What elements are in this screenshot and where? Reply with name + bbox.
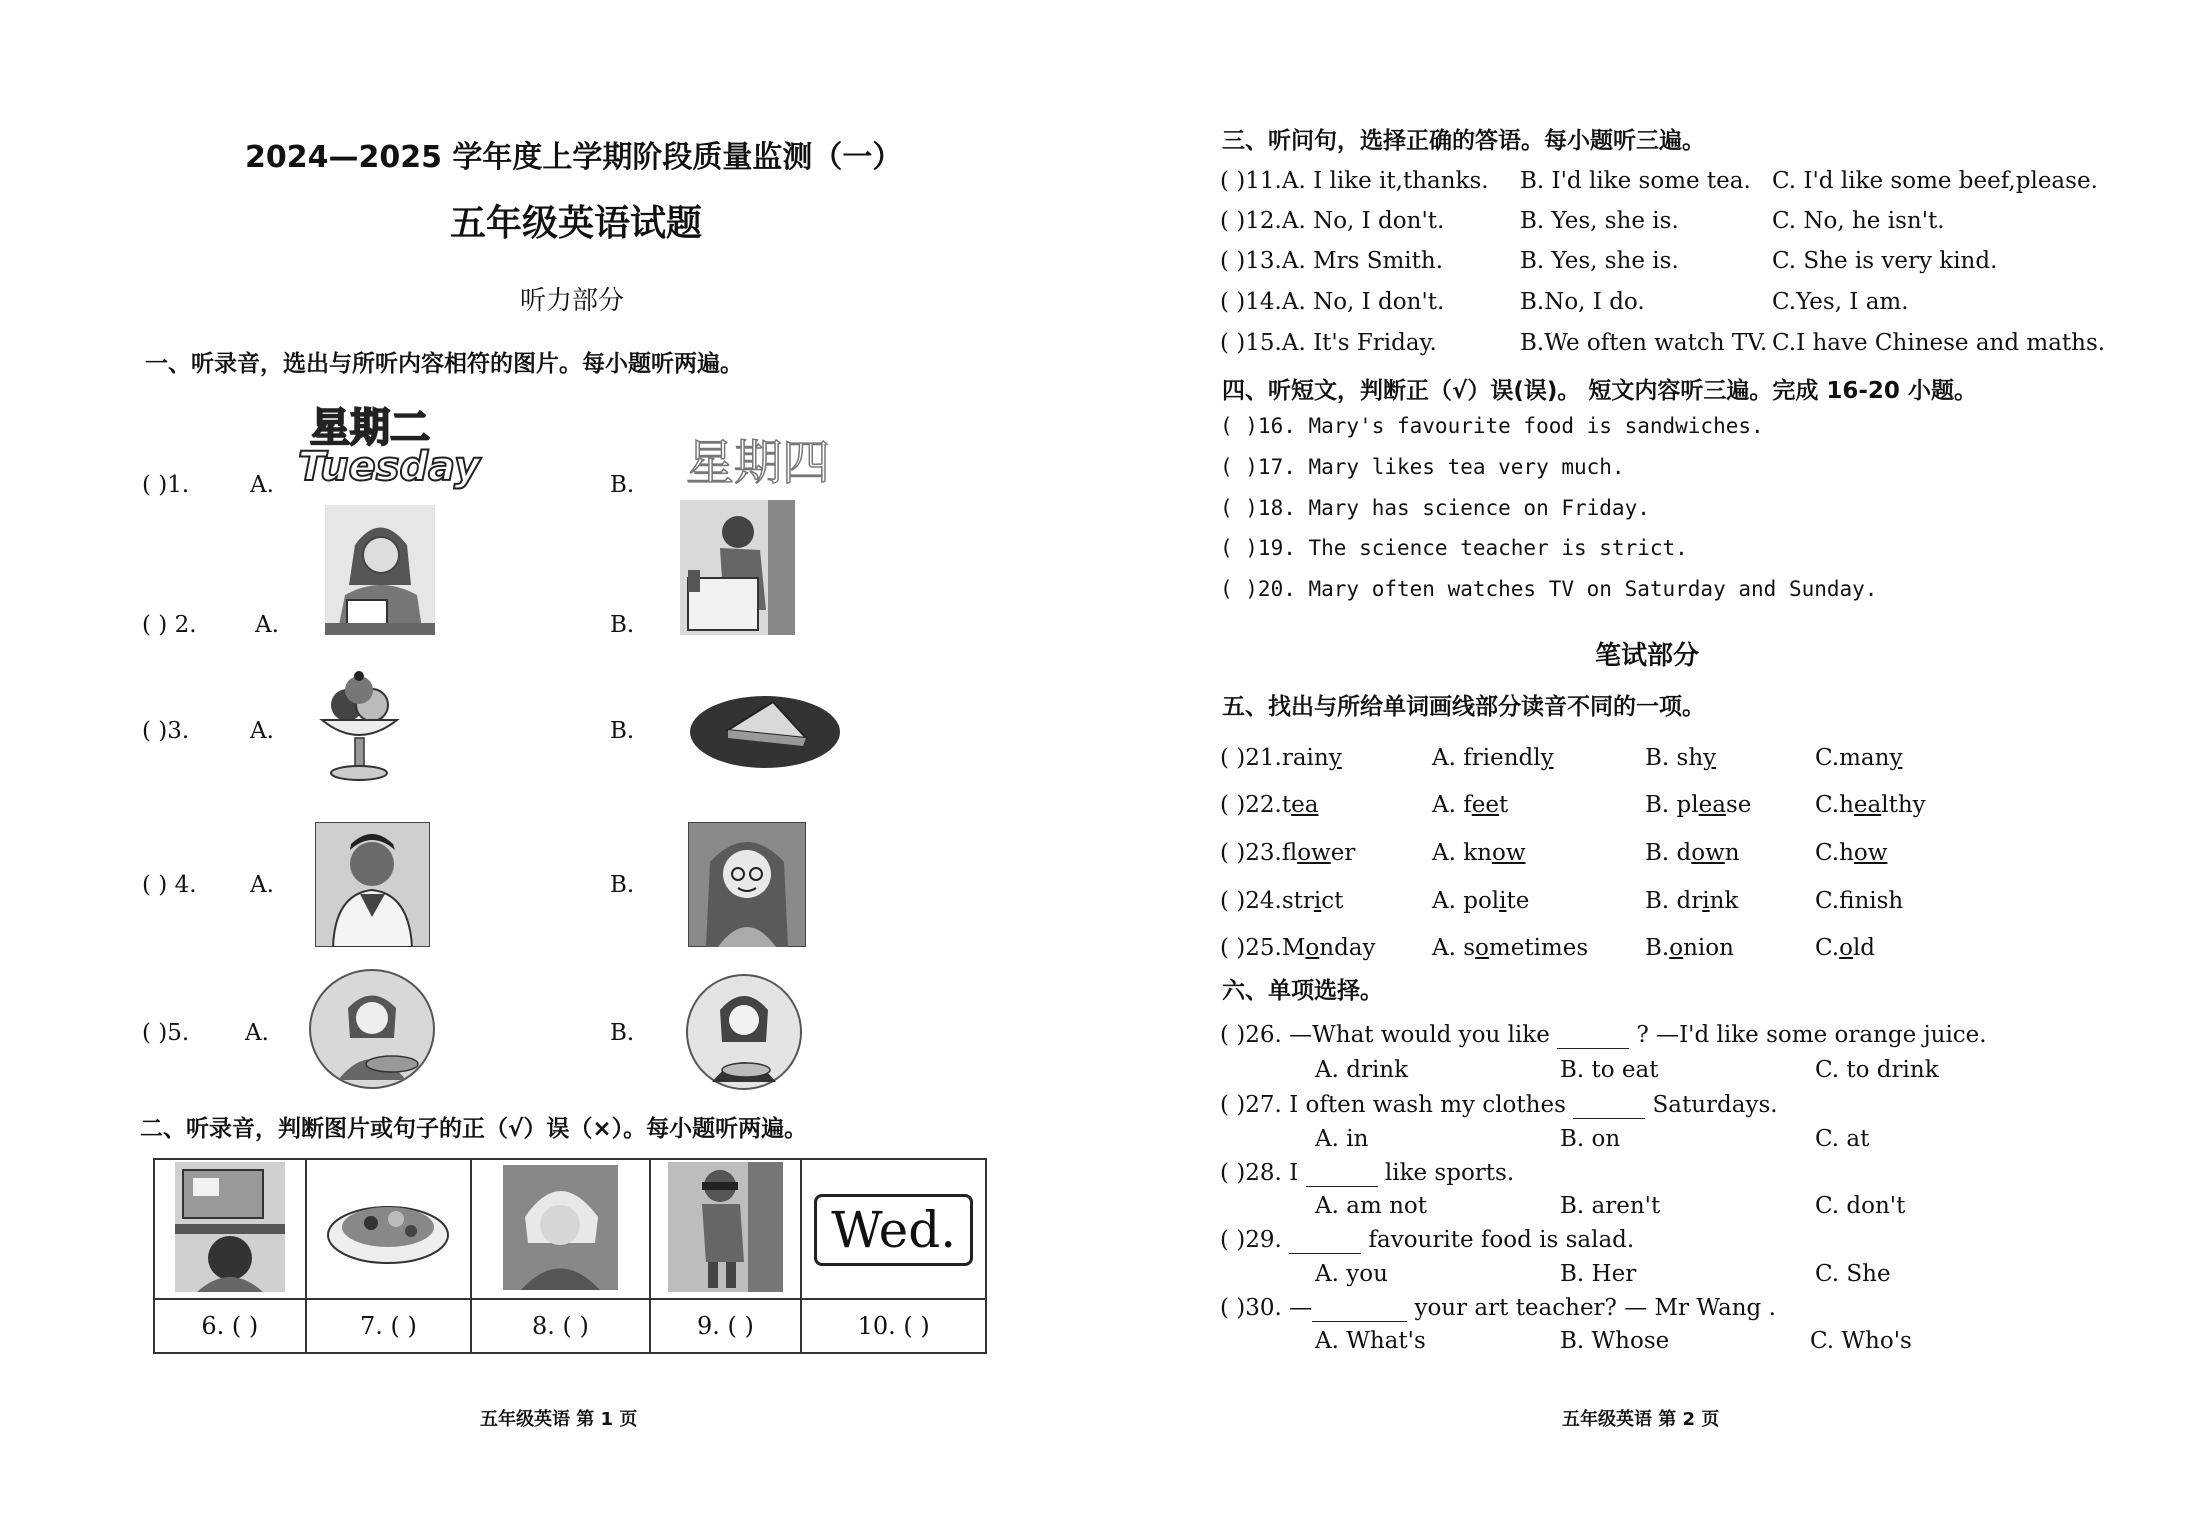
section6-heading: 六、单项选择。 (1222, 978, 1383, 1004)
ice-cream-picture (312, 670, 407, 785)
q27-stem: ( )27. I often wash my clothes Saturdays. (1220, 1092, 1778, 1118)
q15-option-c: C.I have Chinese and maths. (1772, 330, 2106, 356)
old-woman-picture (503, 1165, 618, 1290)
q2-number: ( ) 2. (142, 612, 197, 638)
q12-option-b: B. Yes, she is. (1520, 208, 1679, 234)
boy-door-picture (668, 1162, 783, 1292)
q12-option-c: C. No, he isn't. (1772, 208, 1945, 234)
q24-option-c: C.fnish (1815, 888, 1904, 914)
tuesday-picture (296, 388, 481, 498)
q22-option-b: B. please (1645, 792, 1752, 818)
q4-option-a: A. (250, 872, 274, 898)
q26-blank (1557, 1022, 1629, 1049)
q29-stem: ( )29. favourite food is salad. (1220, 1227, 1635, 1253)
q23-option-c: C.how (1815, 840, 1888, 866)
boy-door-picture-cell (650, 1159, 802, 1299)
q21-row (1220, 745, 1342, 771)
man-portrait-picture (315, 822, 430, 947)
q13-option-b: B. Yes, she is. (1520, 248, 1679, 274)
thursday-cn-text: 星期四 (686, 435, 831, 491)
q26-option-c: C. to drink (1815, 1057, 1939, 1083)
thursday-picture (680, 420, 830, 490)
q3-option-b: B. (610, 718, 635, 744)
q29-blank (1289, 1227, 1361, 1254)
q24-option-a: A. polite (1432, 888, 1530, 914)
page2-footer: 五年级英语 第 2 页 (1562, 1409, 1720, 1430)
section3-heading: 三、听问句，选择正确的答语。每小题听三遍。 (1222, 128, 1705, 154)
q25-number: ( )25. (1220, 935, 1282, 961)
wed-card (814, 1194, 973, 1266)
tuesday-cn-text: 星期二 (310, 405, 430, 451)
q5-option-a: A. (245, 1020, 269, 1046)
q26-option-a: A. drink (1315, 1057, 1409, 1083)
q26-option-b: B. to eat (1560, 1057, 1659, 1083)
exam-title: 2024—2025 学年度上学期阶段质量监测（一） (245, 140, 903, 175)
q13-question: ( )13.A. Mrs Smith. (1220, 248, 1444, 274)
girl-eating-b-picture (684, 970, 804, 1092)
q17-statement: ( )17. Mary likes tea very much. (1220, 455, 1625, 479)
q21-option-b: B. shy (1645, 745, 1717, 771)
q25-option-a: A. sometimes (1432, 935, 1589, 961)
q21-word-pre: rain (1281, 745, 1329, 771)
exam-subtitle: 五年级英语试题 (450, 203, 703, 244)
old-woman-picture-cell (471, 1159, 649, 1299)
q4-number: ( ) 4. (142, 872, 197, 898)
judge-label-9: 9. ( ) (650, 1299, 802, 1353)
q13-option-c: C. She is very kind. (1772, 248, 1998, 274)
q18-statement: ( )18. Mary has science on Friday. (1220, 496, 1650, 520)
girl-eating-a-picture (308, 968, 436, 1090)
q11-option-b: B. I'd like some tea. (1520, 168, 1751, 194)
q14-option-c: C.Yes, I am. (1772, 289, 1909, 315)
q3-number: ( )3. (142, 718, 190, 744)
q11-question: ( )11.A. I like it,thanks. (1220, 168, 1489, 194)
salad-picture-cell (306, 1159, 472, 1299)
q24-number: ( )24. (1220, 888, 1282, 914)
page1-footer: 五年级英语 第 1 页 (480, 1409, 638, 1430)
woman-portrait-picture (688, 822, 806, 947)
q23-number: ( )23. (1220, 840, 1282, 866)
judge-label-8: 8. ( ) (471, 1299, 649, 1353)
written-heading: 笔试部分 (1595, 641, 1700, 671)
wed-picture-cell (801, 1159, 986, 1299)
q30-blank (1312, 1295, 1407, 1322)
tv-picture (175, 1162, 285, 1292)
judge-label-7: 7. ( ) (306, 1299, 472, 1353)
q1-option-b: B. (610, 472, 635, 498)
q21-option-a: A. friendly (1432, 745, 1554, 771)
q28-blank (1306, 1160, 1378, 1187)
q14-option-b: B.No, I do. (1520, 289, 1645, 315)
q14-question: ( )14.A. No, I don't. (1220, 289, 1445, 315)
q2-option-a: A. (255, 612, 279, 638)
tv-picture-cell (154, 1159, 306, 1299)
q23-option-b: B. down (1645, 840, 1740, 866)
q24-option-b: B. drink (1645, 888, 1739, 914)
q26-stem: ( )26. —What would you like ? —I'd like some orange juice. (1220, 1022, 1987, 1048)
q5-option-b: B. (610, 1020, 635, 1046)
q30-stem: ( )30. — your art teacher? — Mr Wang . (1220, 1295, 1776, 1321)
q22-row: ( )22.tea (1220, 792, 1319, 818)
q19-statement: ( )19. The science teacher is strict. (1220, 536, 1688, 560)
section4-heading: 四、听短文，判断正（√）误(误)。 短文内容听三遍。完成 16-20 小题。 (1222, 378, 1977, 404)
q29-option-c: C. She (1815, 1261, 1891, 1287)
q20-statement: ( )20. Mary often watches TV on Saturday and Sunday. (1220, 577, 1878, 601)
q22-option-a: A. feet (1432, 792, 1509, 818)
q15-question: ( )15.A. It's Friday. (1220, 330, 1437, 356)
q29-option-b: B. Her (1560, 1261, 1637, 1287)
judge-label-6: 6. ( ) (154, 1299, 306, 1353)
q30-option-c: C. Who's (1810, 1328, 1912, 1354)
q2-option-b: B. (610, 612, 635, 638)
tuesday-en-text: Tuesday (298, 444, 481, 490)
q21-word-ul: y (1328, 745, 1342, 771)
q30-option-b: B. Whose (1560, 1328, 1670, 1354)
q25-option-b: B.onion (1645, 935, 1734, 961)
q11-option-c: C. I'd like some beef,please. (1772, 168, 2098, 194)
q25-option-c: C.old (1815, 935, 1876, 961)
judge-label-10: 10. ( ) (801, 1299, 986, 1353)
q3-option-a: A. (250, 718, 274, 744)
wed-text: Wed. (831, 1201, 957, 1259)
q27-option-b: B. on (1560, 1126, 1621, 1152)
q30-option-a: A. What's (1315, 1328, 1426, 1354)
q28-stem: ( )28. I like sports. (1220, 1160, 1515, 1186)
q5-number: ( )5. (142, 1020, 190, 1046)
q15-option-b: B.We often watch TV. (1520, 330, 1768, 356)
q27-option-a: A. in (1315, 1126, 1369, 1152)
q22-option-c: C.healthy (1815, 792, 1926, 818)
q23-row: ( )23.flower (1220, 840, 1356, 866)
q1-option-a: A. (250, 472, 274, 498)
listening-heading: 听力部分 (520, 286, 625, 316)
q21-number: ( )21. (1220, 745, 1282, 771)
sandwich-picture (688, 690, 843, 770)
q28-option-a: A. am not (1315, 1193, 1427, 1219)
section2-table (153, 1158, 987, 1354)
q29-option-a: A. you (1315, 1261, 1388, 1287)
q27-blank (1573, 1092, 1645, 1119)
section1-heading: 一、听录音，选出与所听内容相符的图片。每小题听两遍。 (145, 351, 743, 377)
section5-heading: 五、找出与所给单词画线部分读音不同的一项。 (1222, 694, 1705, 720)
q27-option-c: C. at (1815, 1126, 1870, 1152)
q16-statement: ( )16. Mary's favourite food is sandwiches. (1220, 414, 1764, 438)
salad-picture (326, 1187, 451, 1267)
q25-row: ( )25.Monday (1220, 935, 1376, 961)
q1-number: ( )1. (142, 472, 190, 498)
q23-option-a: A. know (1432, 840, 1526, 866)
q24-row: ( )24.strict (1220, 888, 1344, 914)
q21-option-c: C.many (1815, 745, 1903, 771)
section2-heading: 二、听录音，判断图片或句子的正（√）误（×）。每小题听两遍。 (140, 1116, 808, 1142)
q28-option-b: B. aren't (1560, 1193, 1661, 1219)
q28-option-c: C. don't (1815, 1193, 1906, 1219)
q22-number: ( )22. (1220, 792, 1282, 818)
q12-question: ( )12.A. No, I don't. (1220, 208, 1445, 234)
boy-washing-picture (680, 500, 795, 635)
q4-option-b: B. (610, 872, 635, 898)
girl-reading-picture (325, 505, 435, 635)
